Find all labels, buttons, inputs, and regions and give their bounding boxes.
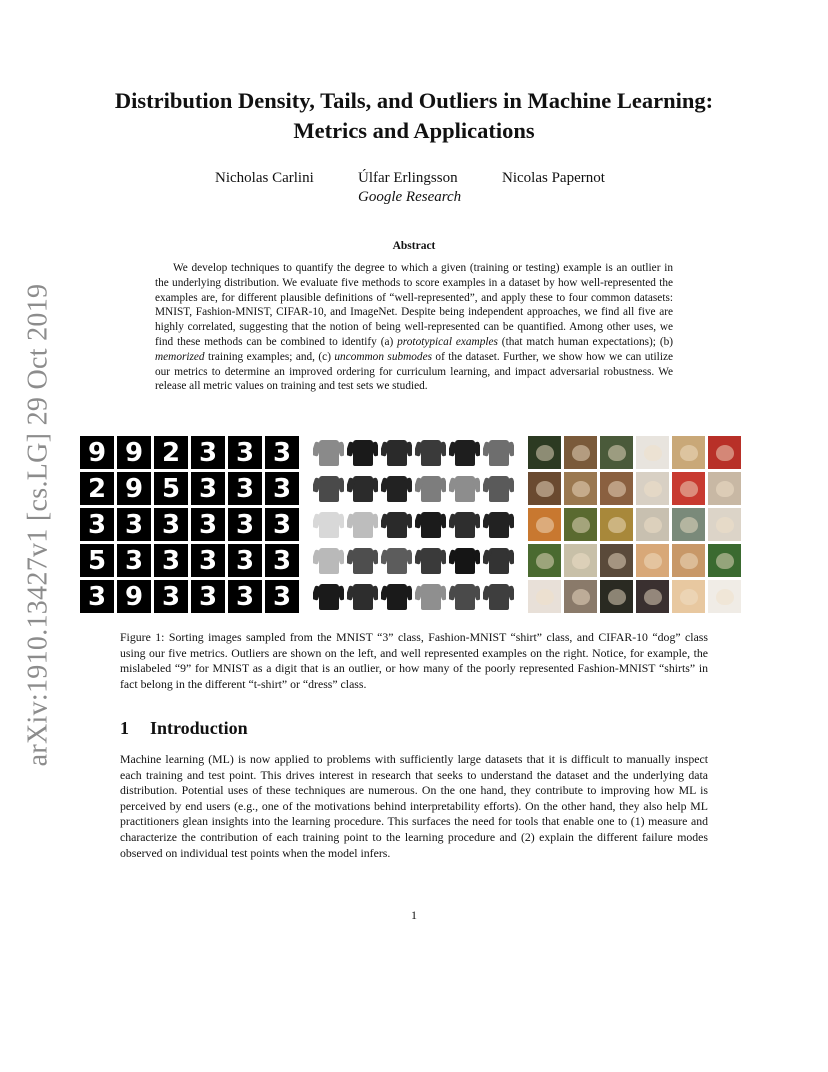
shirt-icon (387, 548, 407, 574)
dog-icon (536, 445, 554, 461)
abstract-text-part: of the dataset. Further, we show how we can utilize our metrics to determine an improved ordering for curriculum learning, and impact adversarial robustness. We release all metric values on training and test sets we studied. (155, 350, 673, 393)
cifar-dog-tile (600, 508, 633, 541)
cifar-dog-tile (528, 436, 561, 469)
mnist-digit-tile: 3 (228, 472, 262, 505)
fashion-shirt-tile (381, 580, 412, 613)
dog-icon (572, 517, 590, 533)
fashion-shirt-tile (347, 472, 378, 505)
mnist-panel (80, 436, 299, 614)
cifar-dog-tile (672, 472, 705, 505)
mnist-digit-tile: 3 (228, 508, 262, 541)
cifar-dog-tile (528, 472, 561, 505)
dog-icon (716, 589, 734, 605)
shirt-icon (353, 548, 373, 574)
shirt-icon (319, 476, 339, 502)
fashion-shirt-tile (483, 508, 514, 541)
shirt-icon (421, 476, 441, 502)
dog-icon (536, 589, 554, 605)
fashion-shirt-tile (415, 508, 446, 541)
mnist-digit-tile: 3 (265, 436, 299, 469)
mnist-digit-tile: 3 (228, 544, 262, 577)
fashion-shirt-tile (347, 436, 378, 469)
cifar-dog-tile (600, 472, 633, 505)
figure-caption: Figure 1: Sorting images sampled from the MNIST “3” class, Fashion-MNIST “shirt” class, and CIFAR-10 “dog” class using our five metrics. Outliers are shown on the left, and well represented examples on the right. Notice, for example, the mislabeled “9” for MNIST as a digit that is an outlier, or how many of the poorly represented Fashion-MNIST “shirts” in fact belong in the different “t-shirt” or “dress” class. (120, 630, 708, 691)
cifar-dog-tile (636, 508, 669, 541)
fashion-shirt-tile (483, 436, 514, 469)
mnist-digit-tile: 3 (191, 580, 225, 613)
abstract-text-part: training examples; and, (c) (204, 350, 335, 363)
mnist-digit-tile: 3 (80, 508, 114, 541)
mnist-digit-tile: 3 (191, 544, 225, 577)
mnist-digit-tile: 3 (265, 544, 299, 577)
fashion-shirt-tile (415, 544, 446, 577)
fashion-shirt-tile (381, 508, 412, 541)
shirt-icon (319, 584, 339, 610)
dog-icon (680, 553, 698, 569)
dog-icon (644, 589, 662, 605)
dog-icon (644, 481, 662, 497)
author-name: Úlfar Erlingsson (358, 170, 458, 186)
dog-icon (608, 517, 626, 533)
shirt-icon (353, 440, 373, 466)
dog-icon (608, 445, 626, 461)
mnist-digit-tile: 3 (191, 508, 225, 541)
mnist-digit-tile: 3 (265, 472, 299, 505)
shirt-icon (353, 584, 373, 610)
cifar-dog-tile (564, 508, 597, 541)
dog-icon (644, 553, 662, 569)
cifar-dog-tile (600, 580, 633, 613)
introduction-paragraph: Machine learning (ML) is now applied to problems with sufficiently large datasets that it is difficult to manually inspect each training and test point. This drives interest in research that seeks to understand the dataset and the underlying data distribution. Potential uses of these techniques are numerous. On the one hand, they contribute to improving how ML is perceived by end users (e.g., one of the motivations behind interpretability efforts). On the other hand, they also help ML practitioners glean insights into the learning procedure. This surfaces the need for tools that enable one to (1) measure and characterize the contribution of each training point to the learning procedure and (2) explain the different failure modes observed on individual test points when the model infers. (120, 752, 708, 860)
section-title: Introduction (150, 718, 248, 738)
shirt-icon (387, 512, 407, 538)
mnist-digit-tile: 3 (265, 508, 299, 541)
dog-icon (716, 517, 734, 533)
cifar-dog-tile (708, 580, 741, 613)
cifar-dog-tile (672, 436, 705, 469)
cifar-dog-tile (636, 544, 669, 577)
shirt-icon (319, 548, 339, 574)
cifar-dog-tile (672, 508, 705, 541)
cifar-dog-tile (708, 508, 741, 541)
page-number: 1 (411, 908, 417, 922)
mnist-digit-tile: 3 (265, 580, 299, 613)
cifar-dog-tile (564, 580, 597, 613)
fashion-shirt-tile (347, 580, 378, 613)
dog-icon (644, 445, 662, 461)
cifar-dog-tile (564, 544, 597, 577)
mnist-digit-tile: 3 (228, 436, 262, 469)
fashion-shirt-tile (313, 508, 344, 541)
shirt-icon (489, 584, 509, 610)
dog-icon (680, 481, 698, 497)
fashion-shirt-tile (415, 580, 446, 613)
author-affiliation: Google Research (358, 189, 462, 205)
cifar-dog-tile (636, 436, 669, 469)
fashion-shirt-tile (483, 472, 514, 505)
dog-icon (572, 589, 590, 605)
dog-icon (536, 553, 554, 569)
fashion-shirt-tile (381, 544, 412, 577)
shirt-icon (455, 440, 475, 466)
fashion-mnist-panel (313, 436, 514, 614)
arxiv-identifier-text: arXiv:1910.13427v1 [cs.LG] 29 Oct 2019 (22, 283, 53, 767)
author-name: Nicolas Papernot (502, 170, 605, 186)
mnist-digit-tile: 3 (117, 544, 151, 577)
shirt-icon (387, 476, 407, 502)
shirt-icon (489, 476, 509, 502)
fashion-shirt-tile (381, 436, 412, 469)
cifar-dog-tile (528, 508, 561, 541)
dog-icon (608, 553, 626, 569)
cifar-dog-tile (672, 580, 705, 613)
fashion-shirt-tile (449, 580, 480, 613)
fashion-shirt-tile (483, 580, 514, 613)
shirt-icon (489, 440, 509, 466)
fashion-shirt-tile (347, 544, 378, 577)
dog-icon (716, 481, 734, 497)
author-name: Nicholas Carlini (215, 170, 314, 186)
mnist-digit-tile: 3 (80, 580, 114, 613)
shirt-icon (455, 548, 475, 574)
abstract-text-part: (that match human expectations); (b) (497, 335, 673, 348)
mnist-digit-tile: 3 (191, 472, 225, 505)
dog-icon (680, 589, 698, 605)
fashion-shirt-tile (313, 436, 344, 469)
dog-icon (572, 481, 590, 497)
shirt-icon (319, 512, 339, 538)
mnist-digit-tile: 3 (228, 580, 262, 613)
shirt-icon (489, 548, 509, 574)
section-heading (120, 718, 248, 739)
fashion-shirt-tile (449, 544, 480, 577)
mnist-digit-tile: 9 (117, 580, 151, 613)
author-block (100, 170, 728, 210)
fashion-shirt-tile (415, 472, 446, 505)
cifar-dog-tile (564, 436, 597, 469)
fashion-shirt-tile (483, 544, 514, 577)
mnist-digit-tile: 3 (154, 580, 188, 613)
arxiv-identifier-stamp (18, 283, 58, 767)
abstract-emphasis: prototypical examples (397, 335, 498, 348)
mnist-digit-tile: 9 (117, 472, 151, 505)
dog-icon (608, 481, 626, 497)
cifar-dog-tile (708, 472, 741, 505)
dog-icon (716, 445, 734, 461)
dog-icon (572, 445, 590, 461)
mnist-digit-tile: 3 (117, 508, 151, 541)
cifar-dog-tile (564, 472, 597, 505)
cifar-dog-tile (600, 544, 633, 577)
cifar-dog-tile (708, 436, 741, 469)
fashion-shirt-tile (347, 508, 378, 541)
abstract-emphasis: memorized (155, 350, 205, 363)
abstract-emphasis: uncommon submodes (334, 350, 432, 363)
fashion-shirt-tile (449, 472, 480, 505)
dog-icon (608, 589, 626, 605)
mnist-digit-tile: 3 (154, 544, 188, 577)
abstract-text (155, 261, 673, 394)
cifar-dog-tile (528, 544, 561, 577)
section-number: 1 (120, 718, 129, 738)
shirt-icon (455, 584, 475, 610)
dog-icon (536, 481, 554, 497)
mnist-digit-tile: 3 (191, 436, 225, 469)
shirt-icon (455, 512, 475, 538)
fashion-shirt-tile (381, 472, 412, 505)
figure-1-image-grid (80, 436, 742, 614)
dog-icon (572, 553, 590, 569)
shirt-icon (387, 584, 407, 610)
fashion-shirt-tile (313, 472, 344, 505)
shirt-icon (421, 512, 441, 538)
dog-icon (716, 553, 734, 569)
shirt-icon (489, 512, 509, 538)
fashion-shirt-tile (449, 436, 480, 469)
cifar-dog-tile (672, 544, 705, 577)
cifar-dog-tile (528, 580, 561, 613)
fashion-shirt-tile (415, 436, 446, 469)
abstract-text-part: We develop techniques to quantify the degree to which a given (training or testing) example is an outlier in the underlying distribution. We evaluate five methods to score examples in a dataset by how well-represented the examples are, for different plausible definitions of “well-represented”, and apply these to four common datasets: MNIST, Fashion-MNIST, CIFAR-10, and ImageNet. Despite being independent approaches, we find all five are highly correlated, suggesting that the notion of being well-represented can be quantified. Among other uses, we find these methods can be combined to identify (a) (155, 262, 673, 348)
dog-icon (536, 517, 554, 533)
fashion-shirt-tile (313, 580, 344, 613)
dog-icon (680, 517, 698, 533)
shirt-icon (421, 548, 441, 574)
dog-icon (644, 517, 662, 533)
fashion-shirt-tile (449, 508, 480, 541)
abstract-heading: Abstract (392, 240, 436, 252)
mnist-digit-tile: 2 (154, 436, 188, 469)
cifar-dog-tile (636, 580, 669, 613)
shirt-icon (421, 584, 441, 610)
mnist-digit-tile: 3 (154, 508, 188, 541)
mnist-digit-tile: 9 (117, 436, 151, 469)
cifar-dog-tile (708, 544, 741, 577)
paper-title: Distribution Density, Tails, and Outliers in Machine Learning: Metrics and Applications (114, 88, 714, 143)
shirt-icon (387, 440, 407, 466)
shirt-icon (353, 476, 373, 502)
shirt-icon (421, 440, 441, 466)
shirt-icon (353, 512, 373, 538)
cifar-dog-tile (600, 436, 633, 469)
mnist-digit-tile: 5 (80, 544, 114, 577)
shirt-icon (319, 440, 339, 466)
mnist-digit-tile: 5 (154, 472, 188, 505)
cifar10-panel (528, 436, 741, 614)
mnist-digit-tile: 2 (80, 472, 114, 505)
fashion-shirt-tile (313, 544, 344, 577)
shirt-icon (455, 476, 475, 502)
dog-icon (680, 445, 698, 461)
cifar-dog-tile (636, 472, 669, 505)
mnist-digit-tile: 9 (80, 436, 114, 469)
